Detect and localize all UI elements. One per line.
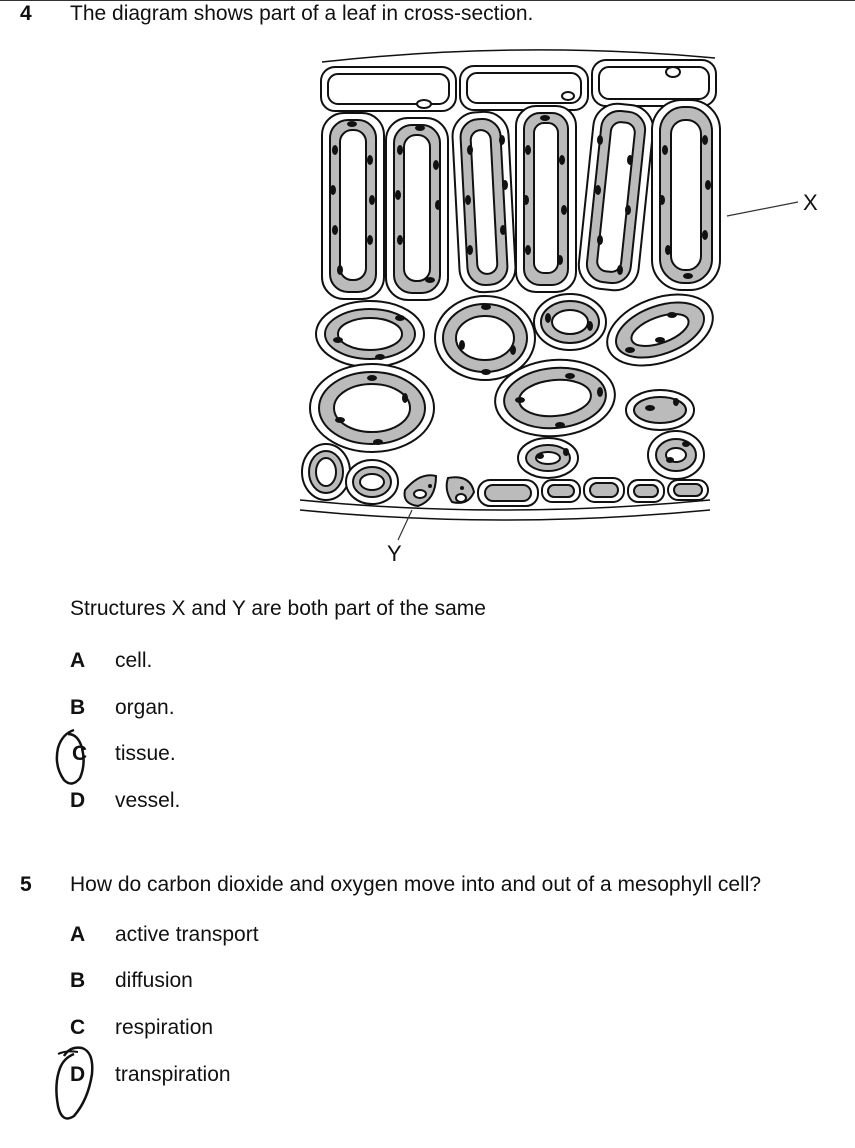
- q4-option-d-text[interactable]: vessel.: [115, 789, 181, 812]
- q5-number: 5: [20, 873, 32, 896]
- q4-question: Structures X and Y are both part of the same: [70, 597, 486, 620]
- q4-option-b-letter[interactable]: B: [70, 696, 86, 719]
- leaf-cross-section-diagram: [290, 48, 850, 578]
- q4-option-b-text[interactable]: organ.: [115, 696, 175, 719]
- q4-option-c-text[interactable]: tissue.: [115, 742, 176, 765]
- q5-option-d-letter[interactable]: D: [70, 1063, 86, 1086]
- leaf-cells: [300, 50, 723, 520]
- q4-option-a-text[interactable]: cell.: [115, 649, 153, 672]
- q5-option-b-letter[interactable]: B: [70, 969, 86, 992]
- q4-option-d-letter[interactable]: D: [70, 789, 86, 812]
- q4-option-a-letter[interactable]: A: [70, 649, 86, 672]
- q5-option-c-letter[interactable]: C: [70, 1016, 86, 1039]
- q5-stem: How do carbon dioxide and oxygen move into and out of a mesophyll cell?: [70, 873, 762, 896]
- q5-answer-circle-mark: [50, 1040, 104, 1124]
- page-top-rule: [0, 0, 855, 1]
- q4-number: 4: [20, 2, 32, 25]
- q4-stem: The diagram shows part of a leaf in cross-section.: [70, 2, 534, 25]
- q5-option-a-letter[interactable]: A: [70, 923, 86, 946]
- q4-answer-circle-mark: [50, 726, 90, 790]
- label-x: X: [803, 190, 818, 215]
- upper-epidermis: [321, 60, 716, 111]
- q5-option-a-text[interactable]: active transport: [115, 923, 259, 946]
- q5-option-b-text[interactable]: diffusion: [115, 969, 193, 992]
- q5-option-c-text[interactable]: respiration: [115, 1016, 214, 1039]
- label-y: Y: [387, 541, 402, 566]
- q5-option-d-text[interactable]: transpiration: [115, 1063, 231, 1086]
- q4-option-c-letter[interactable]: C: [72, 742, 88, 765]
